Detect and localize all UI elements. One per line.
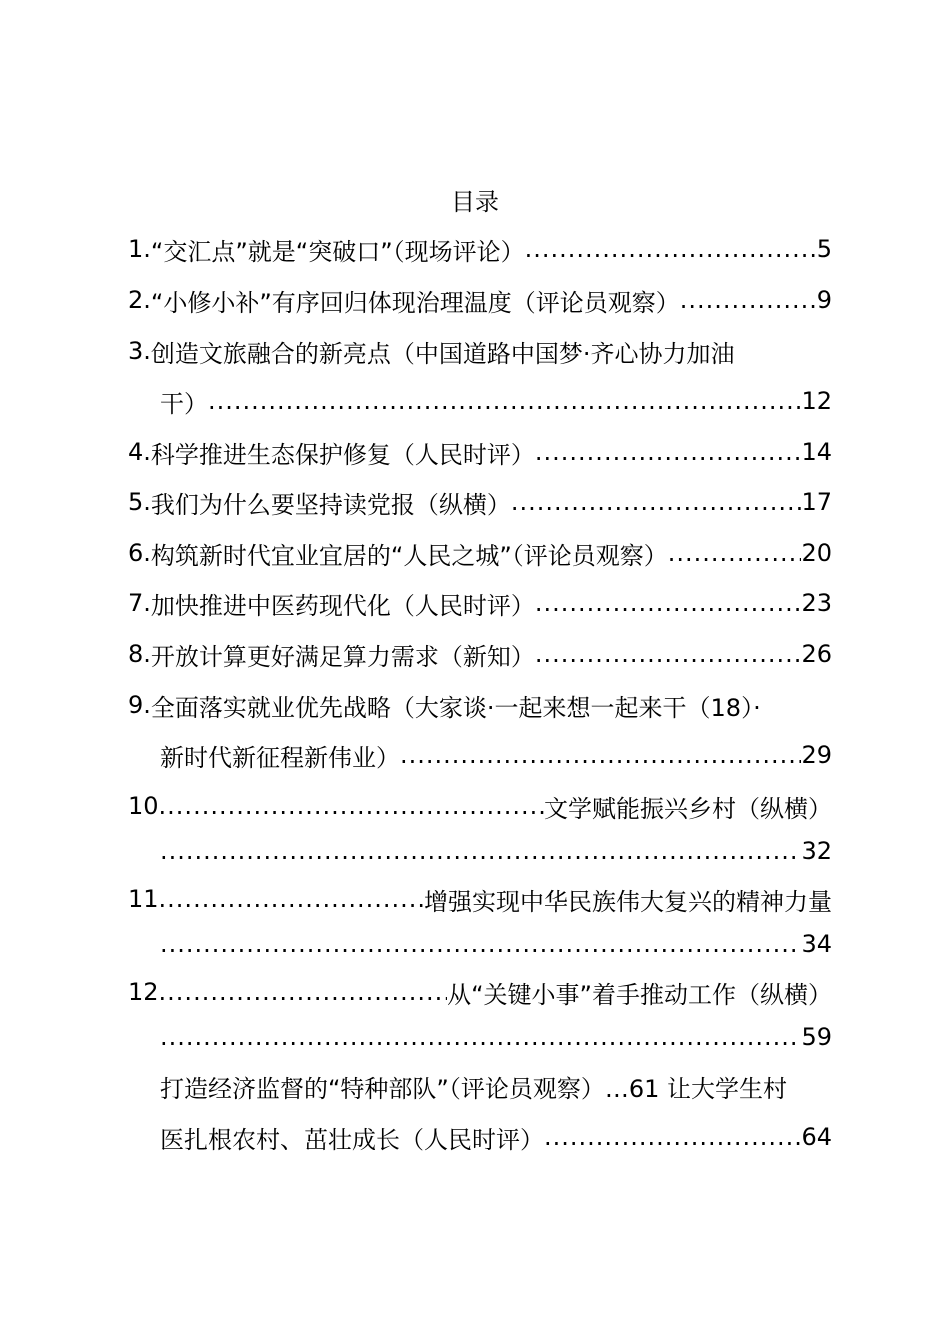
entry-number: 10 [128, 792, 159, 820]
toc-title: 目录 [451, 188, 499, 216]
toc-entry-10-page-line[interactable] [160, 833, 832, 869]
toc-entry-3[interactable] [128, 333, 832, 369]
entry-title: 加快推进中医药现代化（人民时评） [150, 591, 535, 620]
entry-page: 32 [801, 837, 832, 865]
entry-page: 29 [801, 741, 832, 769]
entry-page: 59 [801, 1023, 832, 1051]
toc-entry-7[interactable] [128, 585, 832, 621]
toc-entry-9-cont[interactable] [160, 737, 832, 773]
toc-entry-1[interactable] [128, 231, 832, 267]
entry-title-cont: 干） [160, 389, 208, 418]
toc-entry-11[interactable] [128, 881, 832, 917]
dot-leader [544, 1123, 801, 1151]
entry-page: 64 [801, 1123, 832, 1151]
dot-leader [159, 978, 448, 1006]
entry-number: 8. [128, 640, 151, 668]
entry-number: 7. [128, 589, 151, 617]
toc-entry-8[interactable] [128, 636, 832, 672]
entry-title: 增强实现中华民族伟大复兴的精神力量 [424, 887, 832, 916]
toc-entry-5[interactable] [128, 484, 832, 520]
dot-leader [680, 286, 817, 314]
tail-text: 医扎根农村、茁壮成长（人民时评） [160, 1125, 544, 1154]
toc-entry-11-page-line[interactable] [160, 926, 832, 962]
entry-number: 9. [128, 691, 151, 719]
entry-page: 23 [801, 589, 832, 617]
entry-title: 从“关键小事”着手推动工作（纵横） [447, 980, 832, 1009]
dot-leader [160, 837, 801, 865]
dot-leader [525, 235, 817, 263]
entry-number: 11 [128, 885, 159, 913]
toc-entry-10[interactable] [128, 788, 832, 824]
entry-title: 创造文旅融合的新亮点（中国道路中国梦·齐心协力加油 [150, 339, 735, 368]
dot-leader [159, 885, 424, 913]
entry-page: 26 [801, 640, 832, 668]
tail-text: 打造经济监督的“特种部队”（评论员观察）…61 让大学生村 [160, 1074, 788, 1103]
entry-number: 2. [128, 286, 151, 314]
toc-entry-2[interactable] [128, 282, 832, 318]
entry-title: 构筑新时代宜业宜居的“人民之城”（评论员观察） [150, 541, 668, 570]
entry-number: 3. [128, 337, 151, 365]
entry-page: 20 [801, 539, 832, 567]
dot-leader [400, 741, 801, 769]
dot-leader [511, 488, 802, 516]
entry-page: 14 [801, 438, 832, 466]
dot-leader [535, 589, 802, 617]
entry-page: 34 [801, 930, 832, 958]
toc-entry-4[interactable] [128, 434, 832, 470]
entry-title-cont: 新时代新征程新伟业） [160, 743, 400, 772]
toc-entry-12[interactable] [128, 974, 832, 1010]
entry-title: 开放计算更好满足算力需求（新知） [150, 642, 535, 671]
entry-number: 1. [128, 235, 151, 263]
toc-entry-6[interactable] [128, 535, 832, 571]
entry-title: “小修小补”有序回归体现治理温度（评论员观察） [150, 288, 680, 317]
entry-number: 5. [128, 488, 151, 516]
dot-leader [668, 539, 802, 567]
entry-title: “交汇点”就是“突破口”（现场评论） [150, 237, 525, 266]
dot-leader [535, 438, 802, 466]
entry-number: 4. [128, 438, 151, 466]
dot-leader [159, 792, 544, 820]
toc-tail-line-2[interactable] [160, 1119, 832, 1155]
dot-leader [160, 930, 801, 958]
toc-entry-9[interactable] [128, 687, 832, 723]
entry-page: 5 [816, 235, 832, 263]
toc-tail-line-1[interactable] [160, 1068, 832, 1104]
entry-page: 12 [801, 387, 832, 415]
entry-number: 6. [128, 539, 151, 567]
dot-leader [208, 387, 801, 415]
entry-title: 科学推进生态保护修复（人民时评） [150, 440, 535, 469]
dot-leader [160, 1023, 801, 1051]
dot-leader [535, 640, 802, 668]
entry-number: 12 [128, 978, 159, 1006]
toc-entry-12-page-line[interactable] [160, 1019, 832, 1055]
entry-title: 全面落实就业优先战略（大家谈·一起来想一起来干（18）· [150, 693, 761, 722]
entry-page: 17 [801, 488, 832, 516]
entry-title: 我们为什么要坚持读党报（纵横） [150, 490, 511, 519]
entry-page: 9 [816, 286, 832, 314]
entry-title: 文学赋能振兴乡村（纵横） [544, 794, 832, 823]
toc-entry-3-cont[interactable] [160, 383, 832, 419]
